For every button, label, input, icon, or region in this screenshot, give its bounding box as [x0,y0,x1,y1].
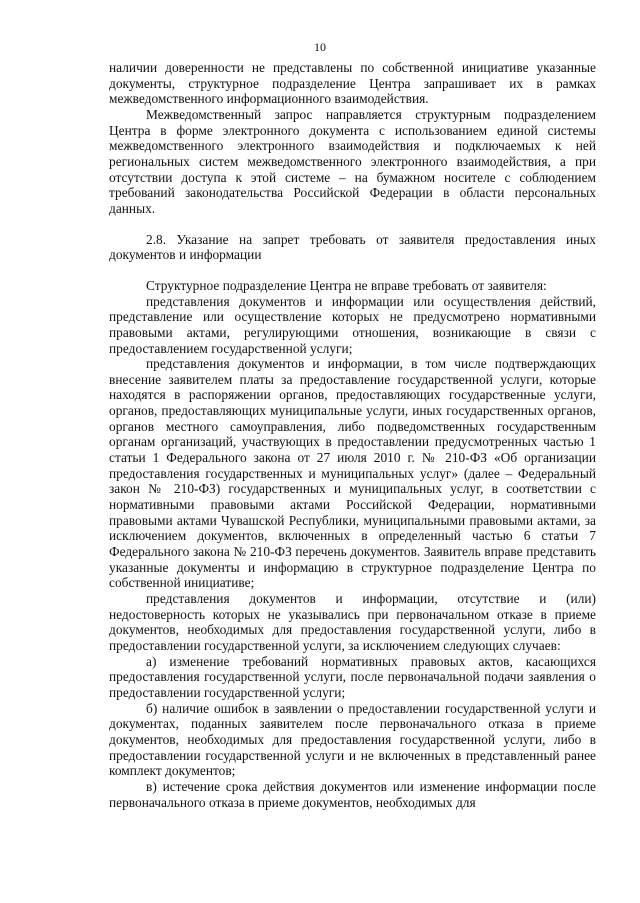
paragraph-continuation: наличии доверенности не представлены по собственной инициативе указанные документы, структурное подразделение Центра запрашивает их в рамках межведомственного информационного взаимодействия. [109,60,596,107]
paragraph-item-3: представления документов и информации, отсутствие и (или) недостоверность которых не указывались при первоначальном отказе в приеме документов, необходимых для предоставления государственной услуги, либо в предоставлении государственной услуги, за исключением следующих случаев: [109,591,596,653]
paragraph-case-c: в) истечение срока действия документов или изменение информации после первоначального отказа в приеме документов, необходимых для [109,778,596,810]
page-number: 10 [314,40,326,54]
section-heading: 2.8. Указание на запрет требовать от заявителя предоставления иных документов и информации [109,231,596,263]
document-body [109,60,596,810]
paragraph-case-a: а) изменение требований нормативных правовых актов, касающихся предоставления государственной услуги, после первоначальной подачи заявления о предоставлении государственной услуги; [109,653,596,700]
paragraph-intro: Структурное подразделение Центра не вправе требовать от заявителя: [146,277,547,293]
paragraph-case-b: б) наличие ошибок в заявлении о предоставлении государственной услуги и документах, поданных заявителем после первоначального отказа в приеме документов, необходимых для предоставления государственной услуги, либо в предоставлении государственной услуги и не включенных в представленный ранее комплект документов; [109,700,596,779]
paragraph-item-2: представления документов и информации, в том числе подтверждающих внесение заявителем платы за предоставление государственной услуги, которые находятся в распоряжении органов, предоставляющих государственные услуги, органов, предоставляющих муниципальные услуги, иных государственных органов, органов местного самоуправления, либо подведомственных государственным органам организаций, участвующих в предоставлении предусмотренных частью 1 статьи 1 Федерального закона от 27 июля 2010 г. № 210-ФЗ «Об организации предоставления государственных и муниципальных услуг» (далее – Федеральный закон № 210-ФЗ) государственных и муниципальных услуг, в соответствии с нормативными правовыми актами Российской Федерации, нормативными правовыми актами Чувашской Республики, муниципальными правовыми актами, за исключением документов, включенных в определенный частью 6 статьи 7 Федерального закона № 210-ФЗ перечень документов. Заявитель вправе представить указанные документы и информацию в структурное подразделение Центра по собственной инициативе; [109,356,596,591]
paragraph-interagency-request: Межведомственный запрос направляется структурным подразделением Центра в форме электронного документа с использованием единой системы межведомственного электронного взаимодействия и подключаемых к ней региональных систем межведомственного электронного взаимодействия, а при отсутствии доступа к этой системе – на бумажном носителе с соблюдением требований законодательства Российской Федерации в области персональных данных. [109,106,596,216]
paragraph-item-1: представления документов и информации или осуществления действий, представление или осуществление которых не предусмотрено нормативными правовыми актами, регулирующими отношения, возникающие в связи с предоставлением государственной услуги; [109,293,596,356]
